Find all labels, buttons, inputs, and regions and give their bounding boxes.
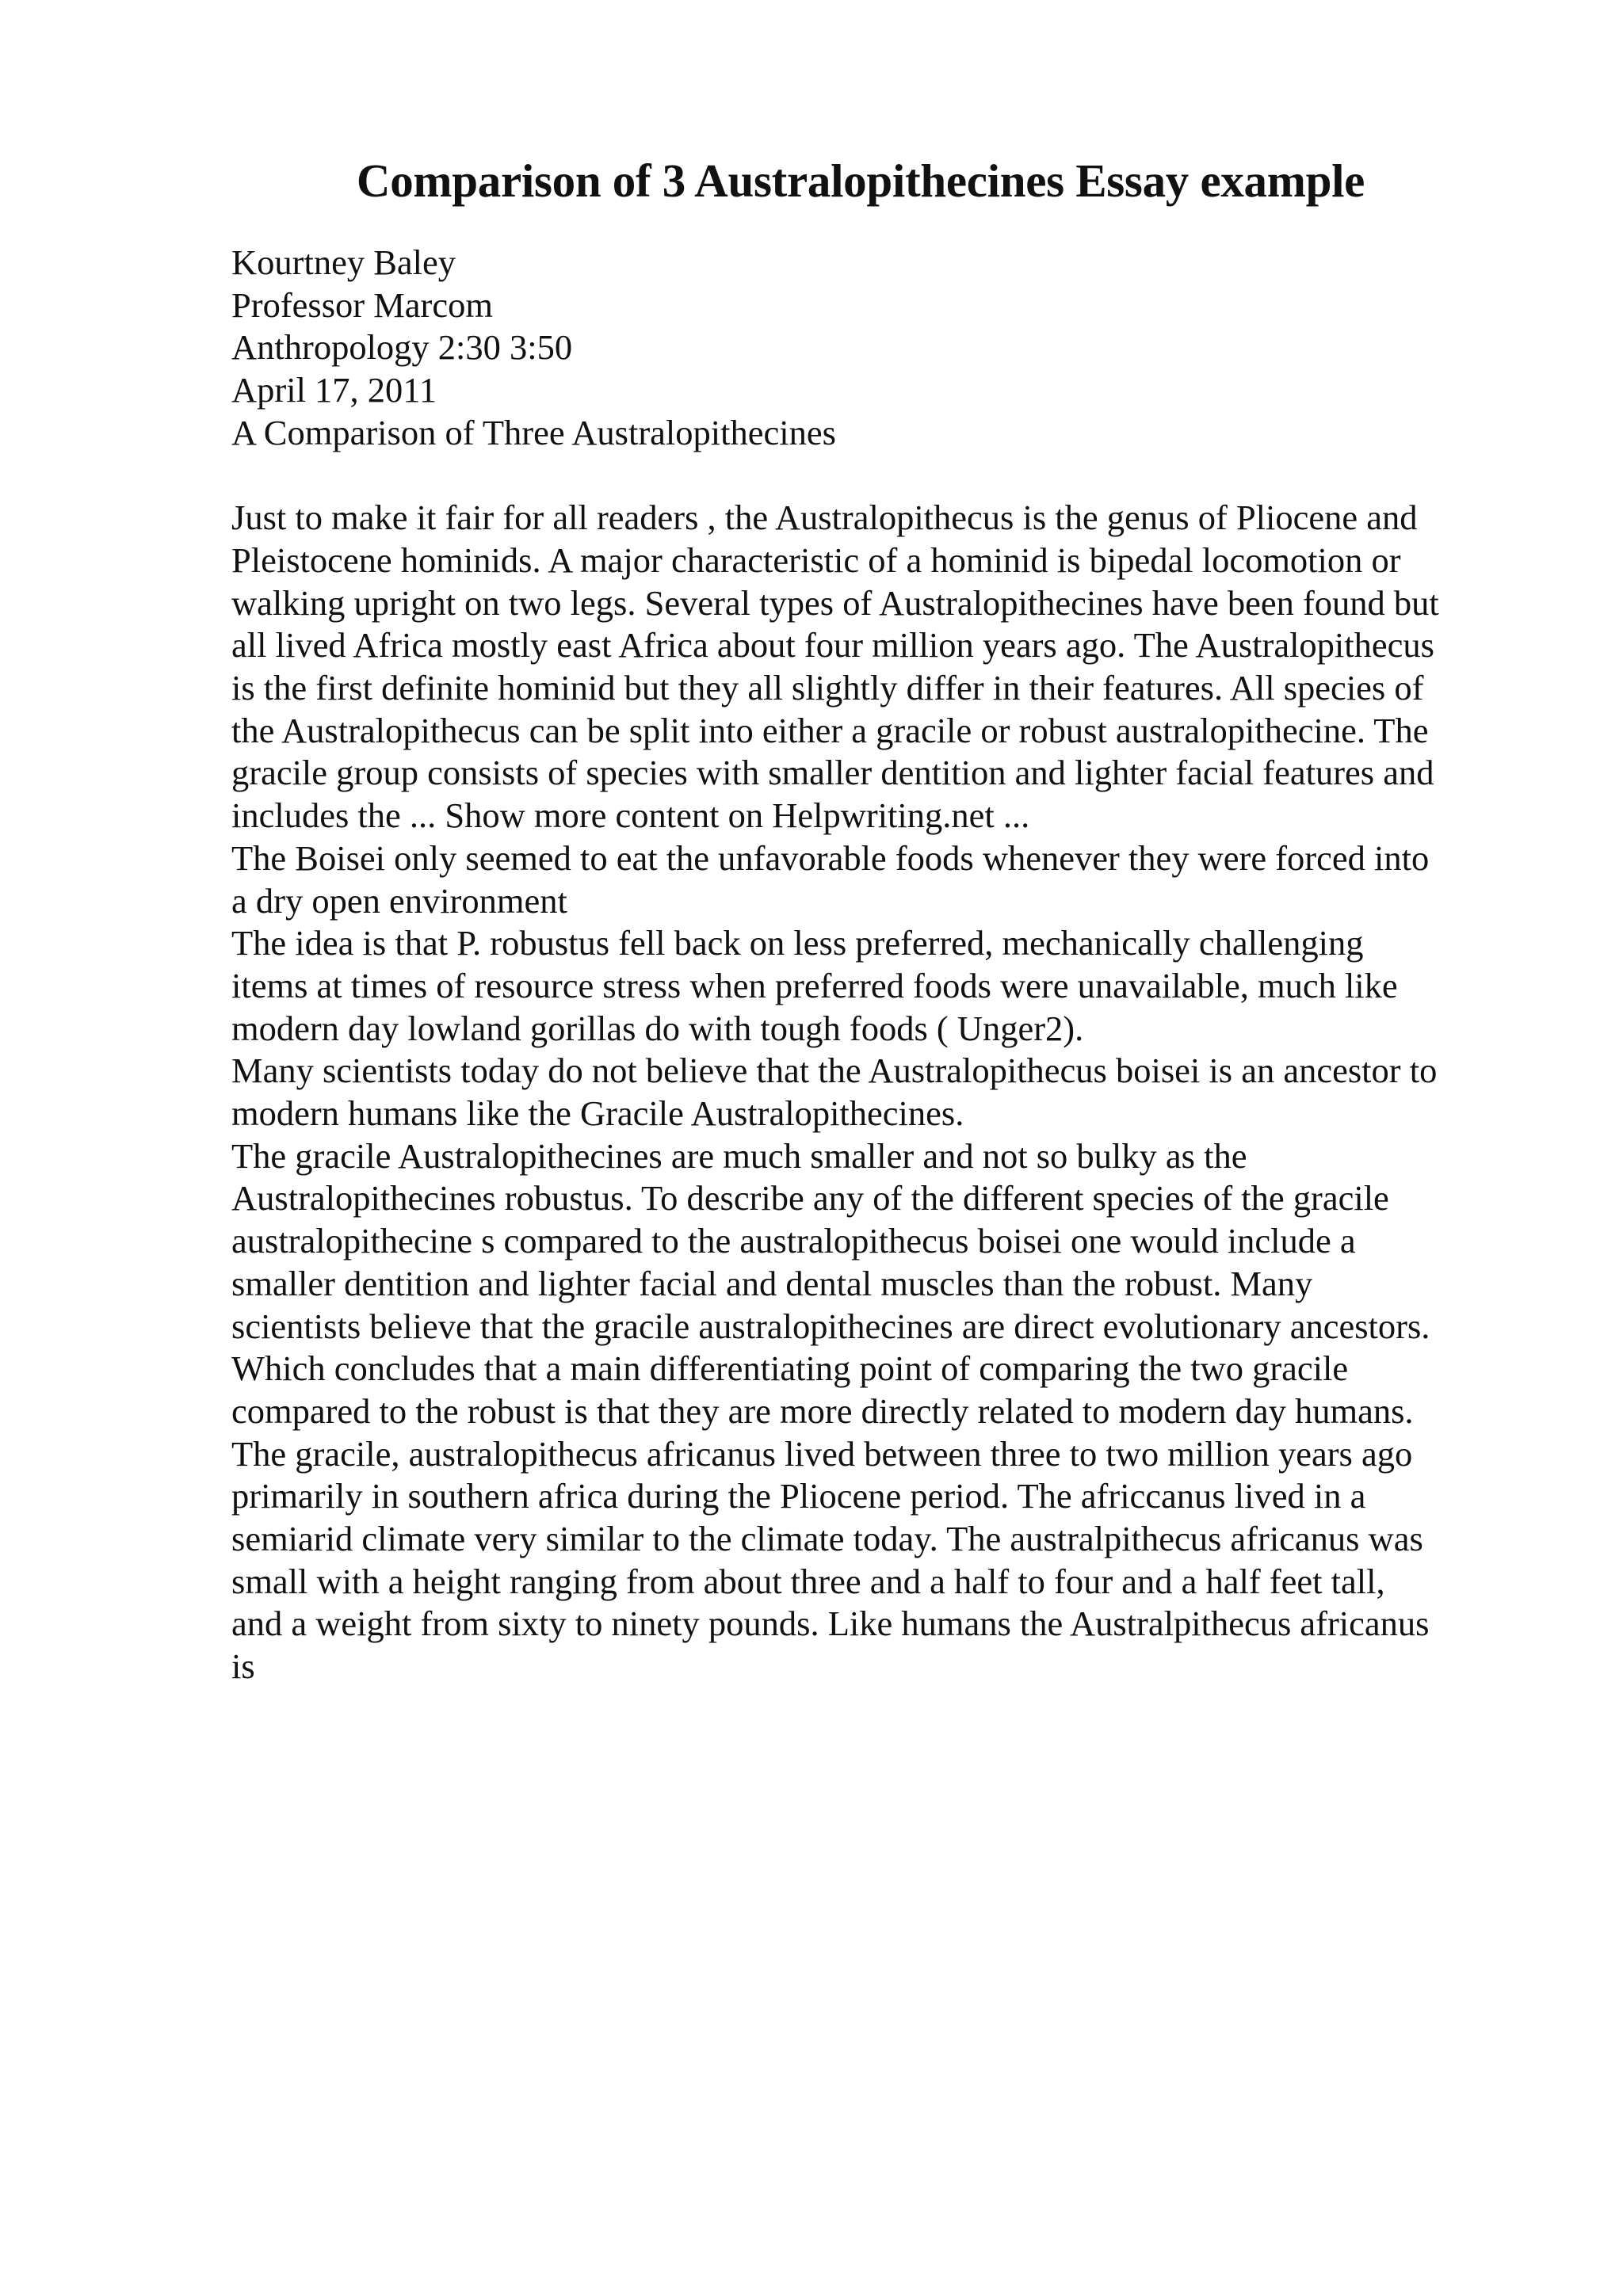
- body-line: primarily in southern africa during the Pliocene period. The africcanus lived in a: [231, 1476, 1366, 1516]
- body-line: items at times of resource stress when preferred foods were unavailable, much like: [231, 965, 1398, 1005]
- body-line: scientists believe that the gracile australopithecines are direct evolutionary ancestors.: [231, 1306, 1430, 1346]
- essay-subtitle: A Comparison of Three Australopithecines: [231, 412, 836, 452]
- body-line: Many scientists today do not believe that the Australopithecus boisei is an ancestor to: [231, 1051, 1438, 1091]
- body-line: modern day lowland gorillas do with tough foods ( Unger2).: [231, 1008, 1084, 1048]
- body-line: Just to make it fair for all readers , the Australopithecus is the genus of Pliocene and: [231, 498, 1418, 538]
- body-line: all lived Africa mostly east Africa about four million years ago. The Australopithecus: [231, 625, 1434, 666]
- body-line: small with a height ranging from about three and a half to four and a half feet tall,: [231, 1561, 1385, 1601]
- author-name: Kourtney Baley: [231, 242, 456, 282]
- essay-content: [231, 242, 1531, 1688]
- course-info: Anthropology 2:30 3:50: [231, 327, 573, 368]
- body-line: a dry open environment: [231, 880, 567, 921]
- body-line: includes the ... Show more content on Helpwriting.net ...: [231, 795, 1030, 836]
- professor-name: Professor Marcom: [231, 284, 493, 325]
- header-block: [231, 242, 1531, 455]
- body-line: Australopithecines robustus. To describe any of the different species of the gracile: [231, 1178, 1389, 1219]
- body-line: walking upright on two legs. Several types of Australopithecines have been found but: [231, 582, 1439, 623]
- body-line: The gracile Australopithecines are much smaller and not so bulky as the: [231, 1135, 1247, 1176]
- body-line: and a weight from sixty to ninety pounds. Like humans the Australpithecus africanus: [231, 1604, 1430, 1644]
- body-line: Which concludes that a main differentiating point of comparing the two gracile: [231, 1348, 1349, 1389]
- body-text: [231, 497, 1531, 1688]
- body-line: gracile group consists of species with smaller dentition and lighter facial features and: [231, 753, 1434, 793]
- body-line: compared to the robust is that they are more directly related to modern day humans.: [231, 1390, 1414, 1431]
- body-line: Pleistocene hominids. A major characteristic of a hominid is bipedal locomotion or: [231, 540, 1401, 580]
- body-line: The gracile, australopithecus africanus lived between three to two million years ago: [231, 1433, 1413, 1474]
- body-line: is: [231, 1646, 255, 1687]
- body-line: is the first definite hominid but they all slightly differ in their features. All species of: [231, 668, 1424, 708]
- paragraph-gap: [231, 455, 1531, 498]
- body-line: australopithecine s compared to the australopithecus boisei one would include a: [231, 1221, 1356, 1261]
- body-line: The Boisei only seemed to eat the unfavorable foods whenever they were forced into: [231, 837, 1430, 878]
- body-line: The idea is that P. robustus fell back on less preferred, mechanically challenging: [231, 923, 1364, 963]
- body-line: modern humans like the Gracile Australopithecines.: [231, 1093, 964, 1134]
- body-line: semiarid climate very similar to the climate today. The australpithecus africanus was: [231, 1519, 1423, 1559]
- body-line: the Australopithecus can be split into either a gracile or robust australopithecine. The: [231, 710, 1429, 750]
- body-line: smaller dentition and lighter facial and dental muscles than the robust. Many: [231, 1263, 1313, 1303]
- essay-title: Comparison of 3 Australopithecines Essay example: [356, 154, 1365, 207]
- essay-date: April 17, 2011: [231, 370, 437, 410]
